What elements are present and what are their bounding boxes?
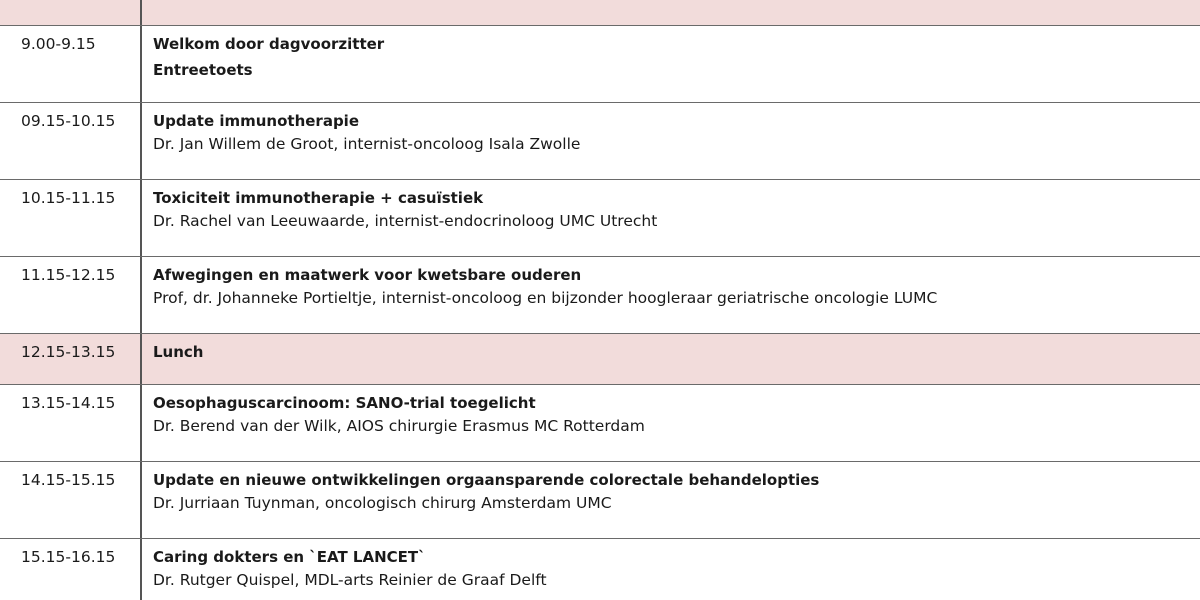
session-speaker: Dr. Jurriaan Tuynman, oncologisch chirurg Amsterdam UMC: [153, 494, 612, 512]
time-cell: 11.15-12.15: [0, 257, 142, 333]
time-cell: 9.00-9.15: [0, 26, 142, 102]
session-cell: [142, 257, 1200, 333]
session-title: Welkom door dagvoorzitter: [153, 35, 385, 53]
time-cell: 12.15-13.15: [0, 334, 142, 384]
session-title: Lunch: [153, 343, 204, 361]
time-cell: 14.15-15.15: [0, 462, 142, 538]
session-title-secondary: Entreetoets: [153, 61, 253, 79]
session-cell: [142, 26, 1200, 102]
table-row: [0, 26, 1200, 103]
session-cell: [142, 103, 1200, 179]
session-title: Afwegingen en maatwerk voor kwetsbare ouderen: [153, 266, 582, 284]
session-title: Oesophaguscarcinoom: SANO-trial toegelicht: [153, 394, 536, 412]
session-speaker: Dr. Berend van der Wilk, AIOS chirurgie Erasmus MC Rotterdam: [153, 417, 645, 435]
session-speaker: Dr. Rutger Quispel, MDL-arts Reinier de Graaf Delft: [153, 571, 547, 589]
session-speaker: Prof, dr. Johanneke Portieltje, internist-oncoloog en bijzonder hoogleraar geriatrische oncologie LUMC: [153, 289, 938, 307]
session-cell: [142, 539, 1200, 600]
table-header-row: [0, 0, 1200, 26]
time-cell: 15.15-16.15: [0, 539, 142, 600]
time-cell: 10.15-11.15: [0, 180, 142, 256]
table-row: [0, 385, 1200, 462]
header-title-cell: [142, 0, 1200, 25]
session-cell: [142, 385, 1200, 461]
session-title: Update immunotherapie: [153, 112, 360, 130]
session-title: Toxiciteit immunotherapie + casuïstiek: [153, 189, 484, 207]
table-row: [0, 103, 1200, 180]
session-cell: [142, 462, 1200, 538]
table-row: [0, 462, 1200, 539]
session-cell: [142, 180, 1200, 256]
table-row: [0, 257, 1200, 334]
table-row: [0, 180, 1200, 257]
table-row-lunch: [0, 334, 1200, 385]
session-speaker: Dr. Rachel van Leeuwaarde, internist-endocrinoloog UMC Utrecht: [153, 212, 658, 230]
time-cell: 13.15-14.15: [0, 385, 142, 461]
session-cell: [142, 334, 1200, 384]
table-row: [0, 539, 1200, 600]
session-title: Caring dokters en `EAT LANCET`: [153, 548, 426, 566]
session-title: Update en nieuwe ontwikkelingen orgaansparende colorectale behandelopties: [153, 471, 820, 489]
header-time-cell: [0, 0, 142, 25]
time-cell: 09.15-10.15: [0, 103, 142, 179]
session-speaker: Dr. Jan Willem de Groot, internist-oncoloog Isala Zwolle: [153, 135, 581, 153]
